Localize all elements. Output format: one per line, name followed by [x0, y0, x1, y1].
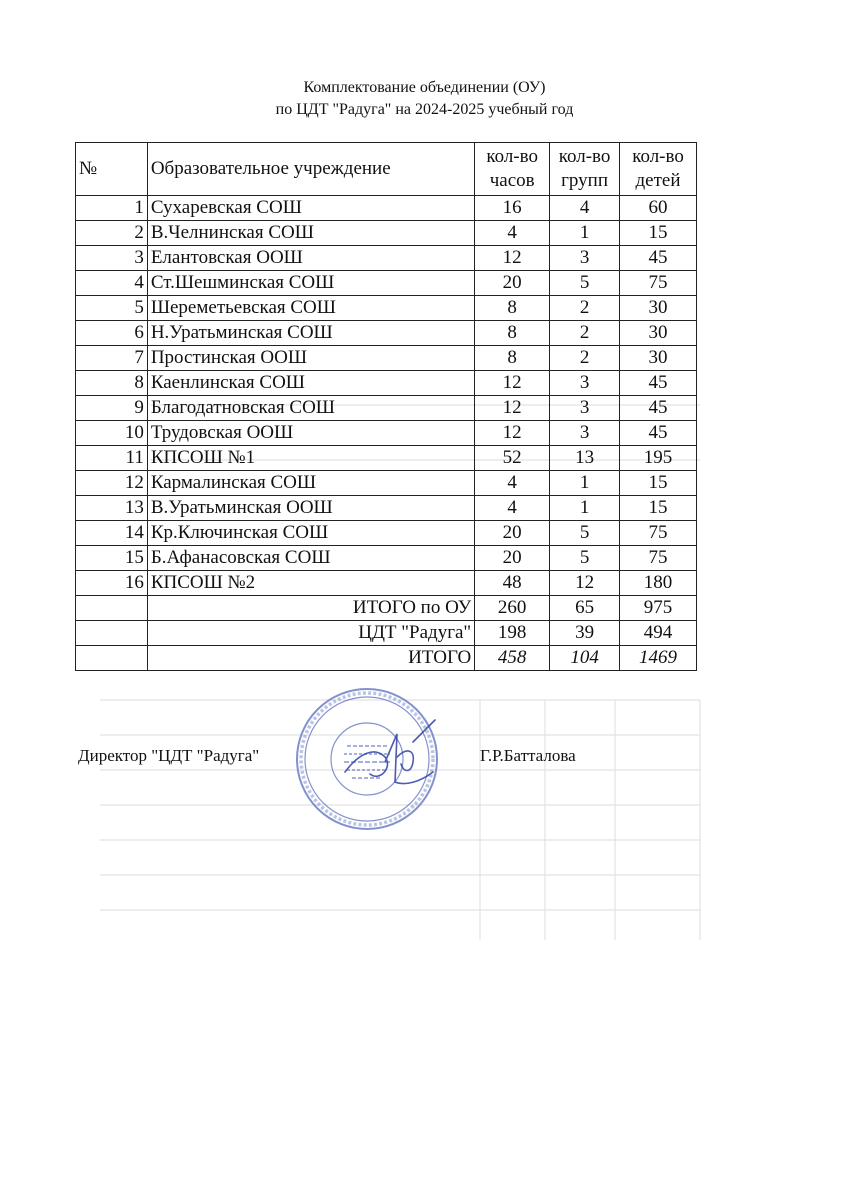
row-num: 6	[76, 321, 148, 346]
row-hours: 20	[475, 521, 550, 546]
table-row	[76, 471, 697, 496]
cdt-label: ЦДТ "Радуга"	[147, 621, 474, 646]
total-ou-children: 975	[620, 596, 697, 621]
row-num: 11	[76, 446, 148, 471]
row-hours: 52	[475, 446, 550, 471]
total-ou-groups: 65	[550, 596, 620, 621]
row-groups: 1	[550, 221, 620, 246]
table-header-row	[76, 143, 697, 196]
staffing-table	[75, 142, 697, 671]
row-hours: 12	[475, 421, 550, 446]
director-name: Г.Р.Батталова	[480, 746, 576, 765]
row-hours: 8	[475, 346, 550, 371]
row-hours: 12	[475, 371, 550, 396]
header-groups-line2: групп	[561, 170, 609, 191]
row-num: 8	[76, 371, 148, 396]
row-institution: Трудовская ООШ	[147, 421, 474, 446]
table-row	[76, 321, 697, 346]
row-num: 14	[76, 521, 148, 546]
header-num: №	[76, 143, 148, 196]
row-num: 1	[76, 196, 148, 221]
table-row	[76, 371, 697, 396]
cdt-row	[76, 621, 697, 646]
header-children-line1: кол-во	[632, 146, 684, 167]
row-children: 15	[620, 471, 697, 496]
row-groups: 3	[550, 421, 620, 446]
row-children: 75	[620, 271, 697, 296]
row-children: 30	[620, 346, 697, 371]
document-title-line-1: Комплектование объединении (ОУ)	[303, 79, 546, 96]
row-children: 30	[620, 321, 697, 346]
row-children: 15	[620, 221, 697, 246]
row-groups: 5	[550, 546, 620, 571]
row-hours: 12	[475, 246, 550, 271]
table-row	[76, 446, 697, 471]
row-institution: Шереметьевская СОШ	[147, 296, 474, 321]
row-institution: Простинская ООШ	[147, 346, 474, 371]
row-institution: Каенлинская СОШ	[147, 371, 474, 396]
row-groups: 3	[550, 246, 620, 271]
row-children: 45	[620, 396, 697, 421]
row-hours: 16	[475, 196, 550, 221]
total-ou-hours: 260	[475, 596, 550, 621]
table-row	[76, 496, 697, 521]
row-num: 16	[76, 571, 148, 596]
header-children-line2: детей	[635, 170, 681, 191]
row-groups: 5	[550, 521, 620, 546]
header-hours-line2: часов	[489, 170, 535, 191]
row-institution: КПСОШ №2	[147, 571, 474, 596]
row-groups: 4	[550, 196, 620, 221]
row-hours: 4	[475, 471, 550, 496]
row-children: 45	[620, 421, 697, 446]
row-hours: 20	[475, 546, 550, 571]
grand-total-hours: 458	[475, 646, 550, 671]
row-institution: Н.Уратьминская СОШ	[147, 321, 474, 346]
director-signature-icon	[335, 712, 445, 802]
grand-total-groups: 104	[550, 646, 620, 671]
row-hours: 8	[475, 321, 550, 346]
cdt-hours: 198	[475, 621, 550, 646]
row-hours: 4	[475, 496, 550, 521]
total-ou-num	[76, 596, 148, 621]
row-num: 7	[76, 346, 148, 371]
row-num: 9	[76, 396, 148, 421]
total-ou-label: ИТОГО по ОУ	[147, 596, 474, 621]
row-hours: 12	[475, 396, 550, 421]
row-institution: Ст.Шешминская СОШ	[147, 271, 474, 296]
grand-total-row	[76, 646, 697, 671]
row-groups: 3	[550, 396, 620, 421]
table-row	[76, 521, 697, 546]
row-institution: Благодатновская СОШ	[147, 396, 474, 421]
row-institution: Елантовская ООШ	[147, 246, 474, 271]
row-hours: 8	[475, 296, 550, 321]
row-institution: Кр.Ключинская СОШ	[147, 521, 474, 546]
row-groups: 2	[550, 296, 620, 321]
row-groups: 1	[550, 471, 620, 496]
row-num: 10	[76, 421, 148, 446]
row-groups: 13	[550, 446, 620, 471]
table-row	[76, 396, 697, 421]
row-num: 2	[76, 221, 148, 246]
grand-total-children: 1469	[620, 646, 697, 671]
row-num: 12	[76, 471, 148, 496]
table-row	[76, 221, 697, 246]
row-children: 195	[620, 446, 697, 471]
header-groups	[550, 143, 620, 196]
table-row	[76, 246, 697, 271]
header-hours-line1: кол-во	[486, 146, 538, 167]
row-children: 180	[620, 571, 697, 596]
grand-total-num	[76, 646, 148, 671]
total-ou-row	[76, 596, 697, 621]
row-hours: 20	[475, 271, 550, 296]
row-children: 60	[620, 196, 697, 221]
header-children	[620, 143, 697, 196]
row-hours: 4	[475, 221, 550, 246]
row-institution: КПСОШ №1	[147, 446, 474, 471]
document-title-line-2: по ЦДТ "Радуга" на 2024-2025 учебный год	[275, 101, 574, 118]
row-num: 5	[76, 296, 148, 321]
row-institution: Б.Афанасовская СОШ	[147, 546, 474, 571]
row-children: 75	[620, 546, 697, 571]
row-num: 3	[76, 246, 148, 271]
row-num: 13	[76, 496, 148, 521]
row-groups: 5	[550, 271, 620, 296]
row-institution: Кармалинская СОШ	[147, 471, 474, 496]
cdt-num	[76, 621, 148, 646]
row-groups: 3	[550, 371, 620, 396]
row-groups: 1	[550, 496, 620, 521]
row-groups: 2	[550, 346, 620, 371]
cdt-groups: 39	[550, 621, 620, 646]
row-groups: 12	[550, 571, 620, 596]
row-children: 75	[620, 521, 697, 546]
header-institution: Образовательное учреждение	[147, 143, 474, 196]
row-num: 15	[76, 546, 148, 571]
table-row	[76, 196, 697, 221]
row-hours: 48	[475, 571, 550, 596]
table-row	[76, 421, 697, 446]
row-institution: Сухаревская СОШ	[147, 196, 474, 221]
row-children: 45	[620, 246, 697, 271]
row-institution: В.Уратьминская ООШ	[147, 496, 474, 521]
table-row	[76, 271, 697, 296]
row-children: 45	[620, 371, 697, 396]
table-row	[76, 571, 697, 596]
row-num: 4	[76, 271, 148, 296]
table-row	[76, 346, 697, 371]
row-institution: В.Челнинская СОШ	[147, 221, 474, 246]
table-row	[76, 546, 697, 571]
grand-total-label: ИТОГО	[147, 646, 474, 671]
cdt-children: 494	[620, 621, 697, 646]
table-row	[76, 296, 697, 321]
row-children: 15	[620, 496, 697, 521]
header-hours	[475, 143, 550, 196]
row-groups: 2	[550, 321, 620, 346]
row-children: 30	[620, 296, 697, 321]
director-label: Директор "ЦДТ "Радуга"	[78, 746, 260, 765]
header-groups-line1: кол-во	[558, 146, 611, 167]
